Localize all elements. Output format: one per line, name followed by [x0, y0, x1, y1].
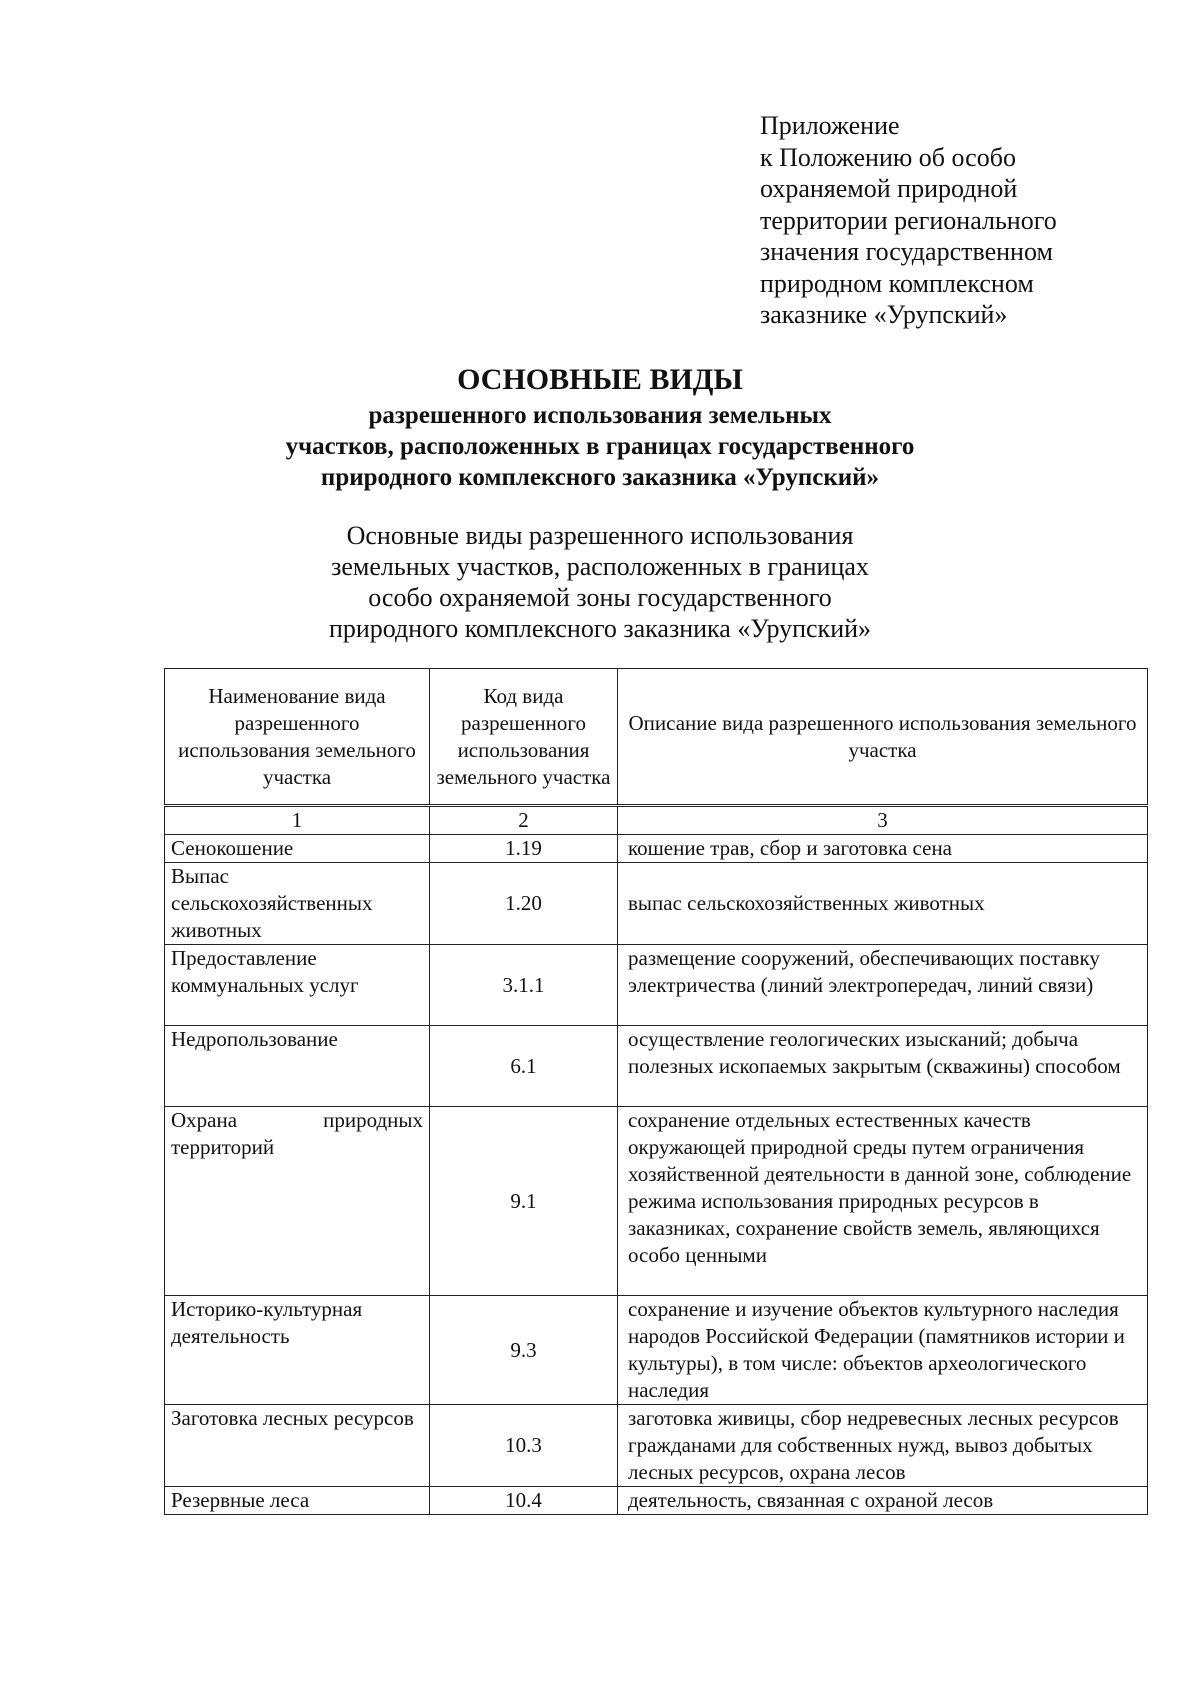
header-code: Код вида разрешенного использования земельного участка	[430, 669, 618, 806]
use-name: Недропользование	[165, 1026, 430, 1107]
appendix-note	[760, 110, 1160, 331]
use-code: 9.3	[430, 1296, 618, 1405]
use-description: осуществление геологических изысканий; добыча полезных ископаемых закрытым (скважины) способом	[618, 1026, 1148, 1107]
column-number: 1	[165, 806, 430, 835]
table-row	[165, 1405, 1148, 1487]
table-row	[165, 1296, 1148, 1405]
use-name: Историко-культурная деятельность	[165, 1296, 430, 1405]
use-code: 6.1	[430, 1026, 618, 1107]
use-name: Выпас сельскохозяйственных животных	[165, 863, 430, 945]
sub-title-line: разрешенного использования земельных	[368, 402, 832, 429]
table-row	[165, 1107, 1148, 1296]
table-caption	[150, 520, 1050, 644]
use-code: 10.3	[430, 1405, 618, 1487]
appendix-line: охраняемой природной	[760, 174, 1018, 203]
caption-line: особо охраняемой зоны государственного	[368, 583, 832, 612]
appendix-line: значения государственном	[760, 237, 1053, 266]
caption-line: природного комплексного заказника «Урупский»	[328, 614, 872, 643]
main-title: ОСНОВНЫЕ ВИДЫ	[457, 363, 743, 396]
use-name: Охрана природных территорий	[165, 1107, 430, 1296]
sub-title-line: природного комплексного заказника «Урупский»	[320, 464, 880, 491]
appendix-line: природном комплексном	[760, 268, 1034, 298]
table-row	[165, 863, 1148, 945]
caption-line: Основные виды разрешенного использования	[346, 521, 854, 550]
use-name: Резервные леса	[165, 1487, 430, 1515]
appendix-line: заказнике «Урупский»	[760, 300, 1008, 329]
use-code: 10.4	[430, 1487, 618, 1515]
use-code: 1.20	[430, 863, 618, 945]
use-code: 9.1	[430, 1107, 618, 1296]
column-number: 3	[618, 806, 1148, 835]
column-number: 2	[430, 806, 618, 835]
sub-title-line: участков, расположенных в границах государственного	[285, 433, 915, 460]
land-use-table	[164, 668, 1148, 1515]
header-description: Описание вида разрешенного использования земельного участка	[618, 669, 1148, 806]
sub-title	[150, 400, 1050, 493]
use-description: сохранение отдельных естественных качеств окружающей природной среды путем ограничения хозяйственной деятельности в данной зоне, соблюдение режима использования природных ресурсов в заказниках, сохранение свойств земель, являющихся особо ценными	[618, 1107, 1148, 1296]
header-name: Наименование вида разрешенного использования земельного участка	[165, 669, 430, 806]
column-number-row	[165, 806, 1148, 835]
table-row	[165, 1026, 1148, 1107]
appendix-line: к Положению об особо	[760, 142, 1016, 172]
use-name: Сенокошение	[165, 835, 430, 863]
use-name: Предоставление коммунальных услуг	[165, 945, 430, 1026]
use-description: деятельность, связанная с охраной лесов	[618, 1487, 1148, 1515]
use-description: кошение трав, сбор и заготовка сена	[618, 835, 1148, 863]
appendix-line: Приложение	[760, 111, 900, 140]
use-description: сохранение и изучение объектов культурного наследия народов Российской Федерации (памятников истории и культуры), в том числе: объектов археологического наследия	[618, 1296, 1148, 1405]
caption-line: земельных участков, расположенных в границах	[331, 552, 869, 581]
use-description: заготовка живицы, сбор недревесных лесных ресурсов гражданами для собственных нужд, вывоз добытых лесных ресурсов, охрана лесов	[618, 1405, 1148, 1487]
table-row	[165, 1487, 1148, 1515]
table-row	[165, 835, 1148, 863]
use-code: 1.19	[430, 835, 618, 863]
appendix-line: территории регионального	[760, 205, 1057, 235]
document-title	[150, 360, 1050, 493]
use-description: размещение сооружений, обеспечивающих поставку электричества (линий электропередач, линий связи)	[618, 945, 1148, 1026]
use-name: Заготовка лесных ресурсов	[165, 1405, 430, 1487]
table-row	[165, 945, 1148, 1026]
use-description: выпас сельскохозяйственных животных	[618, 863, 1148, 945]
use-code: 3.1.1	[430, 945, 618, 1026]
table-header-row	[165, 669, 1148, 806]
